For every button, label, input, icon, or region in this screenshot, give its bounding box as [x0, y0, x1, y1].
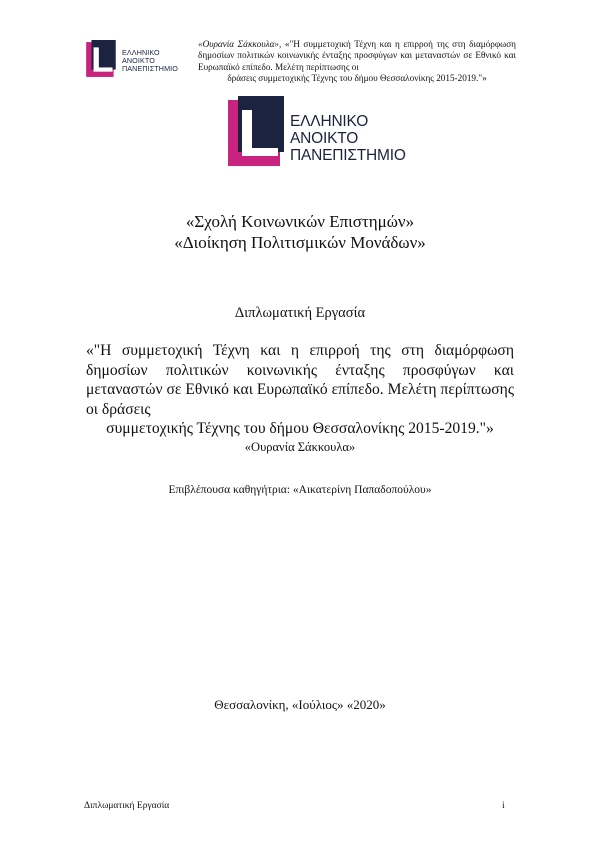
place-date: Θεσσαλονίκη, «Ιούλιος» «2020» — [214, 697, 386, 712]
school-heading — [0, 211, 600, 253]
header-logo-line: ΠΑΝΕΠΙΣΤΗΜΙΟ — [122, 64, 178, 73]
main-logo — [228, 96, 404, 168]
header-logo-line: ΑΝΟΙΚΤΟ — [122, 56, 155, 65]
main-logo-line: ΑΝΟΙΚΤΟ — [290, 130, 359, 147]
thesis-title — [86, 341, 514, 439]
header-logo — [84, 40, 184, 78]
thesis-title-body: «"Η συμμετοχική Τέχνη και η επιρροή της στη διαμόρφωση δημοσίων πολιτικών κοινωνικής ένταξης προσφύγων και μεταναστών σε Εθνικό και Ευρωπαϊκό επίπεδο. Μελέτη περίπτωσης οι δράσεις — [86, 342, 514, 418]
header-logo-text — [122, 49, 178, 73]
university-logo-mark-icon — [228, 96, 288, 168]
running-header-author: «Ουρανία Σάκκουλα» — [198, 39, 279, 49]
main-logo-line: ΕΛΛΗΝΙΚΟ — [290, 113, 369, 130]
main-logo-text — [290, 113, 406, 164]
document-type: Διπλωματική Εργασία — [234, 305, 366, 321]
thesis-title-end: συμμετοχικής Τέχνης του δήμου Θεσσαλονίκης 2015-2019."» — [106, 420, 494, 437]
author-name: «Ουρανία Σάκκουλα» — [244, 440, 356, 454]
program-name: «Διοίκηση Πολιτισμικών Μονάδων» — [174, 233, 426, 252]
footer-label: Διπλωματική Εργασία — [84, 801, 170, 811]
school-name: «Σχολή Κοινωνικών Επιστημών» — [185, 212, 415, 231]
university-logo-mark-icon — [84, 40, 120, 78]
running-header-title-end: δράσεις συμμετοχικής Τέχνης του δήμου Θεσσαλονίκης 2015-2019."» — [227, 72, 487, 83]
page-number: i — [502, 801, 505, 811]
supervisor: Επιβλέπουσα καθηγήτρια: «Αικατερίνη Παπαδοπούλου» — [168, 484, 432, 496]
running-header-title: , «"Η συμμετοχική Τέχνη και η επιρροή της στη διαμόρφωση δημοσίων πολιτικών κοινωνικής ένταξης προσφύγων και μεταναστών σε Εθνικό και Ευρωπαϊκό επίπεδο. Μελέτη περίπτωσης οι — [198, 39, 516, 72]
main-logo-line: ΠΑΝΕΠΙΣΤΗΜΙΟ — [290, 147, 406, 164]
header-logo-line: ΕΛΛΗΝΙΚΟ — [122, 48, 160, 57]
running-header — [198, 39, 516, 84]
